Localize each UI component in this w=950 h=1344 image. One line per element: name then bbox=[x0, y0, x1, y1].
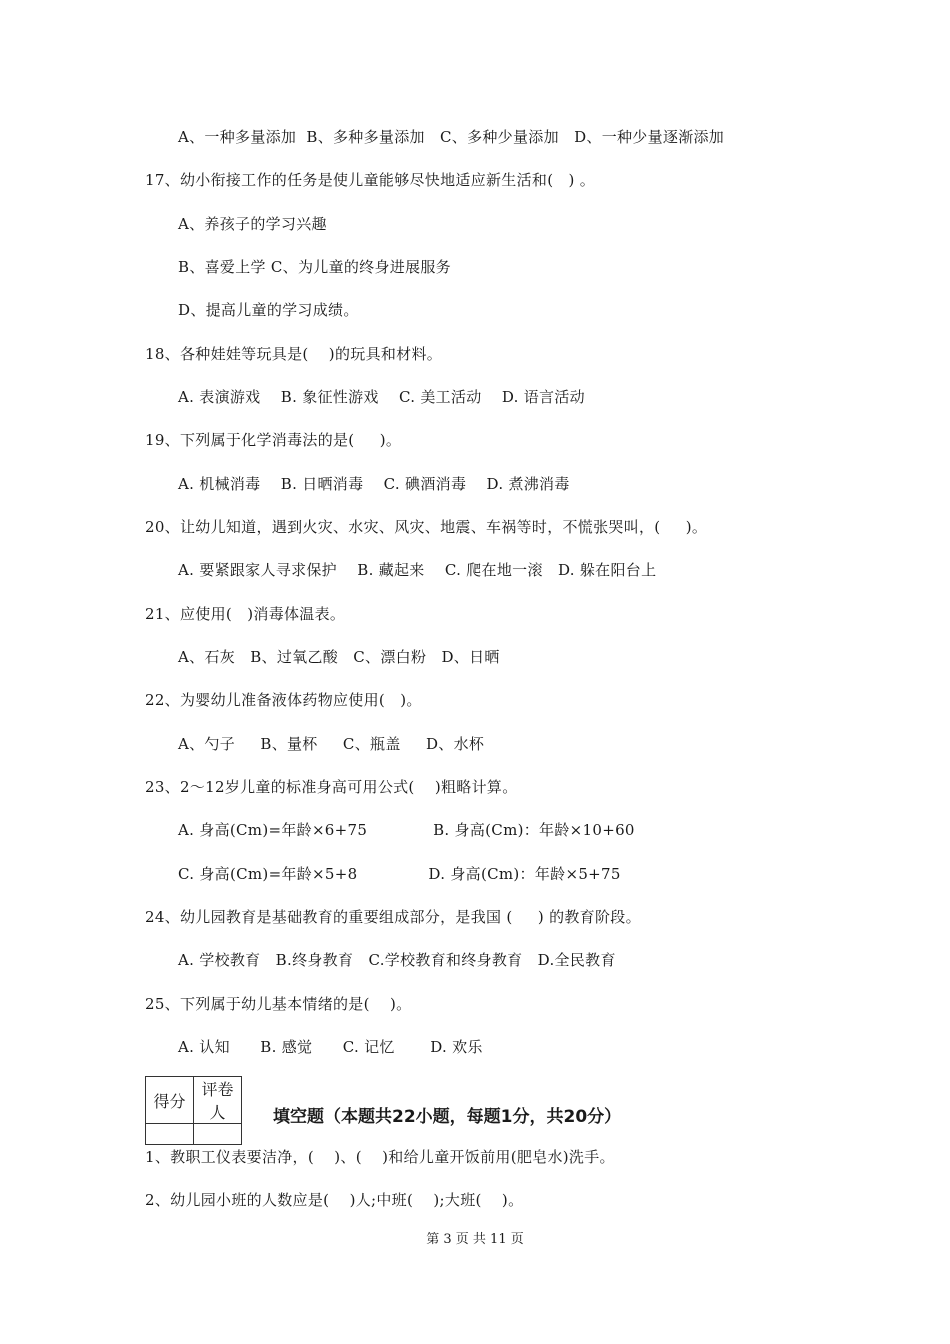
section-title: 填空题（本题共22小题，每题1分，共20分） bbox=[273, 1107, 622, 1127]
question-23: 23、2～12岁儿童的标准身高可用公式( )粗略计算。 bbox=[145, 778, 518, 796]
option-17a: A、养孩子的学习兴趣 bbox=[178, 215, 327, 233]
options-23ab: A. 身高(Cm)=年龄×6+75 B. 身高(Cm)：年龄×10+60 bbox=[178, 821, 635, 839]
options-18: A. 表演游戏 B. 象征性游戏 C. 美工活动 D. 语言活动 bbox=[178, 388, 585, 406]
fill-question-1: 1、教职工仪表要洁净，( )、( )和给儿童开饭前用(肥皂水)洗手。 bbox=[145, 1148, 615, 1166]
options-16: A、一种多量添加 B、多种多量添加 C、多种少量添加 D、一种少量逐渐添加 bbox=[178, 128, 725, 146]
options-24: A. 学校教育 B.终身教育 C.学校教育和终身教育 D.全民教育 bbox=[178, 951, 616, 969]
question-24: 24、幼儿园教育是基础教育的重要组成部分，是我国 ( ) 的教育阶段。 bbox=[145, 908, 641, 926]
page-footer: 第 3 页 共 11 页 bbox=[426, 1232, 524, 1247]
question-20: 20、让幼儿知道，遇到火灾、水灾、风灾、地震、车祸等时，不慌张哭叫，( )。 bbox=[145, 518, 708, 536]
options-25: A. 认知 B. 感觉 C. 记忆 D. 欢乐 bbox=[178, 1038, 483, 1056]
grader-label: 评卷人 bbox=[194, 1077, 242, 1124]
question-17: 17、幼小衔接工作的任务是使儿童能够尽快地适应新生活和( ) 。 bbox=[145, 171, 596, 189]
options-21: A、石灰 B、过氧乙酸 C、漂白粉 D、日晒 bbox=[178, 648, 500, 666]
score-table bbox=[145, 1076, 242, 1145]
option-17bc: B、喜爱上学 C、为儿童的终身进展服务 bbox=[178, 258, 451, 276]
options-23cd: C. 身高(Cm)=年龄×5+8 D. 身高(Cm)：年龄×5+75 bbox=[178, 865, 621, 883]
options-20: A. 要紧跟家人寻求保护 B. 藏起来 C. 爬在地一滚 D. 躲在阳台上 bbox=[178, 561, 657, 579]
score-label: 得分 bbox=[146, 1077, 194, 1124]
question-25: 25、下列属于幼儿基本情绪的是( )。 bbox=[145, 995, 412, 1013]
grader-cell bbox=[194, 1124, 242, 1145]
option-17d: D、提高儿童的学习成绩。 bbox=[178, 301, 359, 319]
question-22: 22、为婴幼儿准备液体药物应使用( )。 bbox=[145, 691, 422, 709]
options-19: A. 机械消毒 B. 日晒消毒 C. 碘酒消毒 D. 煮沸消毒 bbox=[178, 475, 570, 493]
question-19: 19、下列属于化学消毒法的是( )。 bbox=[145, 431, 402, 449]
question-18: 18、各种娃娃等玩具是( )的玩具和材料。 bbox=[145, 345, 443, 363]
question-21: 21、应使用( )消毒体温表。 bbox=[145, 605, 346, 623]
fill-question-2: 2、幼儿园小班的人数应是( )人;中班( );大班( )。 bbox=[145, 1191, 524, 1209]
options-22: A、勺子 B、量杯 C、瓶盖 D、水杯 bbox=[178, 735, 485, 753]
score-cell bbox=[146, 1124, 194, 1145]
